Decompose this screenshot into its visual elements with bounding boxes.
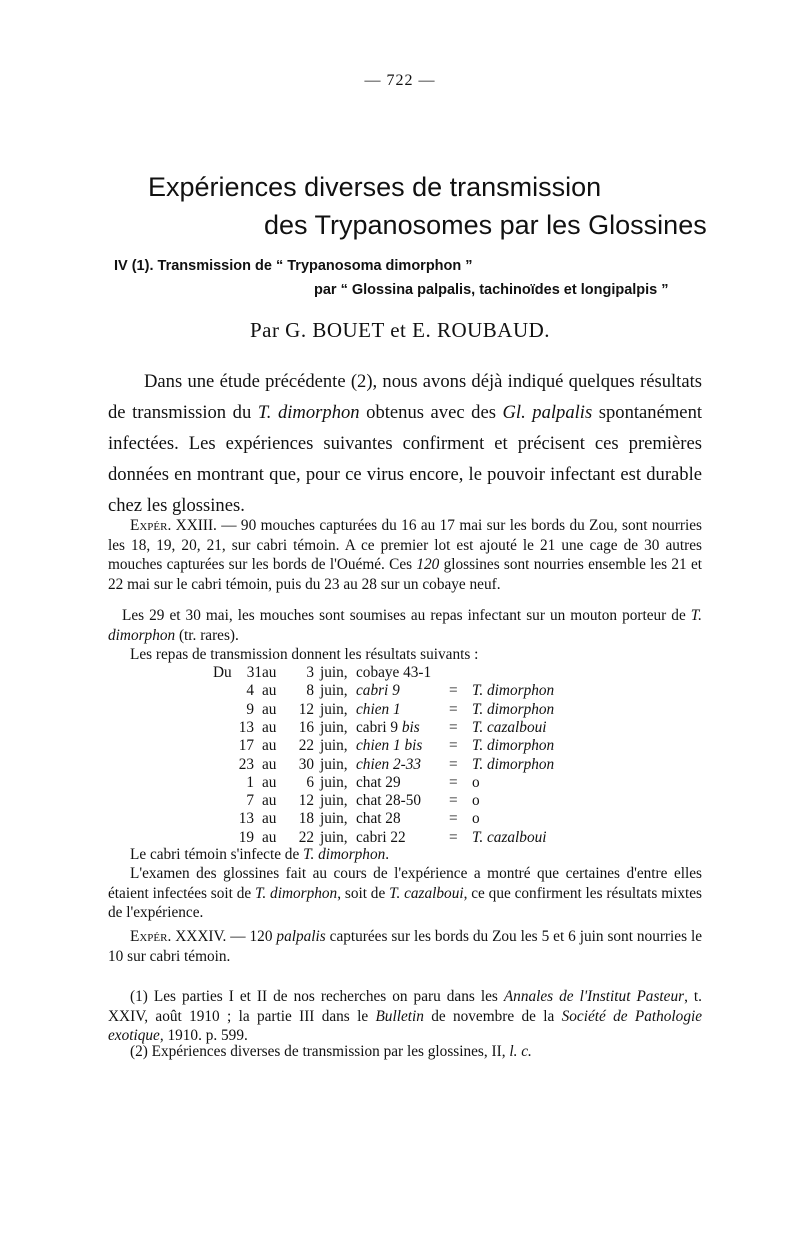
row-animal (356, 829, 406, 847)
intro-species-1: T. dimorphon (257, 402, 360, 423)
row-month: juin, (320, 810, 348, 828)
row-animal-name: cobaye 43-1 (356, 664, 432, 681)
experiment-23-paragraph (108, 516, 702, 594)
footnote-1-text-3: de novembre de la (423, 1007, 562, 1025)
row-animal-name: chat 28 (356, 810, 401, 828)
table-row (0, 756, 800, 775)
row-result: T. cazalboui (472, 828, 547, 846)
article-subtitle-line-2: par “ Glossina palpalis, tachinoïdes et longipalpis ” (314, 282, 669, 298)
infecting-meal-text-1: Les 29 et 30 mai, les mouches sont soumises au repas infectant sur un mouton porteur de (122, 607, 691, 624)
row-animal (356, 792, 421, 810)
experiment-23-label: Expér. XXIII. (130, 517, 217, 534)
experiment-34-text-2: capturées sur les bords du Zou les 5 et 6 juin sont nourries le 10 sur cabri témoin. (108, 928, 702, 965)
row-au: au (262, 718, 277, 736)
row-animal (356, 756, 421, 774)
row-equals: = (449, 810, 458, 828)
row-equals: = (449, 682, 458, 700)
row-equals: = (449, 755, 458, 773)
experiment-34-species: palpalis (276, 928, 326, 945)
row-au: au (262, 682, 277, 700)
row-result: T. dimorphon (472, 755, 555, 773)
row-month: juin, (320, 664, 348, 681)
row-equals: = (449, 773, 458, 791)
row-animal (356, 682, 400, 700)
row-to-day: 30 (298, 755, 314, 773)
experiment-23-count: 120 (416, 556, 440, 574)
row-animal (356, 774, 401, 792)
row-month: juin, (320, 737, 348, 755)
row-animal (356, 701, 401, 719)
article-subtitle-line-1: IV (1). Transmission de “ Trypanosoma dimorphon ” (114, 258, 473, 274)
row-result: T. dimorphon (472, 700, 555, 718)
infecting-meal-paragraph (108, 606, 702, 645)
row-result: T. dimorphon (472, 737, 555, 755)
control-species: T. dimorphon (303, 846, 386, 863)
row-au: au (262, 755, 277, 773)
row-result: o (472, 773, 480, 791)
row-au: au (262, 828, 277, 846)
row-au: au (262, 700, 277, 718)
row-equals: = (449, 828, 458, 846)
intro-text-1: Dans une étude précédente (2), nous avons déjà indiqué quelques résultats de transmission du (108, 371, 702, 423)
intro-paragraph (108, 366, 702, 521)
footnote-1 (108, 987, 702, 1046)
table-row (0, 810, 800, 829)
row-prefix: Du (213, 664, 232, 681)
row-au: au (262, 664, 277, 681)
row-from-day: 17 (238, 737, 254, 755)
row-animal-name: cabri 9 (356, 718, 399, 736)
row-from-day: 13 (238, 718, 254, 736)
footnote-1-journal: Annales de l'Institut Pasteur (503, 988, 685, 1005)
experiment-34-label: Expér. XXXIV. (130, 928, 227, 945)
control-text-1: Le cabri témoin s'infecte de (130, 846, 304, 863)
infecting-meal-text-2: (tr. rares). (175, 626, 239, 644)
row-to-day: 12 (298, 700, 314, 718)
row-animal (356, 719, 420, 737)
row-animal-name: cabri 22 (356, 828, 406, 846)
row-animal-name: chat 29 (356, 773, 401, 791)
row-from-day: 1 (246, 773, 254, 791)
row-au: au (262, 810, 277, 828)
row-result: o (472, 792, 480, 810)
row-au: au (262, 773, 277, 791)
row-to-day: 22 (298, 828, 314, 846)
row-animal-qualifier: bis (401, 718, 420, 736)
row-month: juin, (320, 682, 348, 700)
row-result: T. dimorphon (472, 682, 555, 700)
examination-paragraph (108, 864, 702, 923)
row-month: juin, (320, 828, 348, 846)
examination-text-2: , soit de (337, 884, 390, 902)
results-intro: Les repas de transmission donnent les résultats suivants : (130, 646, 479, 663)
footnote-1-text-2: , t. XXIV, août 1910 ; la partie III dans le (108, 988, 702, 1025)
row-to-day: 12 (298, 792, 314, 810)
intro-species-2: Gl. palpalis (502, 402, 593, 423)
footnote-2 (108, 1042, 702, 1062)
article-title-line-2: des Trypanosomes par les Glossines (264, 210, 707, 240)
table-row (0, 774, 800, 793)
row-animal (356, 664, 431, 682)
table-row (0, 792, 800, 811)
intro-text-2: obtenus avec des (359, 402, 503, 423)
examination-species-2: T. cazalboui (389, 884, 464, 902)
table-row (0, 701, 800, 720)
examination-text-1: L'examen des glossines fait au cours de l'expérience a montré que certaines d'entre elles étaient infectées soit de (108, 865, 702, 902)
row-to-day: 6 (306, 773, 314, 791)
row-result: T. cazalboui (472, 718, 547, 736)
footnote-1-text-4: , 1910. p. 599. (159, 1027, 248, 1045)
row-month: juin, (320, 792, 348, 810)
row-month: juin, (320, 718, 348, 736)
footnote-1-text-1: (1) Les parties I et II de nos recherches on paru dans les (130, 988, 504, 1005)
row-animal-name: cabri 9 (356, 682, 400, 700)
experiment-34-paragraph (108, 927, 702, 966)
table-row (0, 737, 800, 756)
footnote-1-society: Société de Pathologie exotique (108, 1007, 703, 1045)
row-au: au (262, 792, 277, 810)
control-text-2: . (385, 846, 390, 863)
row-equals: = (449, 718, 458, 736)
row-au: au (262, 737, 277, 755)
row-to-day: 18 (298, 810, 314, 828)
row-equals: = (449, 700, 458, 718)
table-row (0, 719, 800, 738)
row-to-day: 16 (298, 718, 314, 736)
row-to-day: 22 (298, 737, 314, 755)
article-title-line-1: Expériences diverses de transmission (148, 172, 602, 202)
table-row (0, 664, 800, 683)
examination-text-3: , ce que confirment les résultats mixtes de l'expérience. (108, 884, 702, 922)
row-animal-name: chien 2-33 (356, 755, 421, 773)
page-number: — 722 — (364, 72, 436, 89)
row-animal (356, 737, 422, 755)
footnote-2-text-1: (2) Expériences diverses de transmission par les glossines, II, (130, 1043, 510, 1060)
table-row (0, 682, 800, 701)
experiment-34-text-1: — 120 (226, 928, 277, 945)
row-from-day: 4 (246, 682, 254, 700)
row-from-day: 13 (238, 810, 254, 828)
row-animal-qualifier: bis (404, 737, 423, 755)
intro-text-3: spontanément infectées. Les expériences suivantes confirment et précisent ces premières données en montrant que, pour ce virus encore, le pouvoir infectant est durable chez les glossines. (108, 402, 703, 516)
row-month: juin, (320, 755, 348, 773)
row-from-day: 9 (246, 700, 254, 718)
experiment-23-text-1: — 90 mouches capturées du 16 au 17 mai sur les bords du Zou, sont nourries les 18, 19, 20, 21, sur cabri témoin. A ce premier lot est ajouté le 21 une cage de 30 autres mouches capturées sur les bords de l'Ouémé. Ces (108, 517, 702, 574)
row-from-day: 7 (246, 792, 254, 810)
row-equals: = (449, 737, 458, 755)
row-to-day: 8 (306, 682, 314, 700)
control-paragraph (108, 845, 702, 865)
examination-species-1: T. dimorphon (255, 884, 338, 902)
row-animal-name: chien 1 (356, 700, 401, 718)
experiment-23-text-2: glossines sont nourries ensemble les 21 et 22 mai sur le cabri témoin, puis du 23 au 28 sur un cobaye neuf. (108, 556, 702, 593)
row-animal (356, 810, 401, 828)
row-to-day: 3 (306, 664, 314, 681)
row-animal-name: chien 1 (356, 737, 401, 755)
footnote-1-bulletin: Bulletin (375, 1007, 424, 1025)
row-from-day: 23 (238, 755, 254, 773)
row-animal-name: chat 28-50 (356, 792, 421, 810)
infecting-meal-species: T. dimorphon (108, 607, 702, 644)
row-from-day: 31 (246, 664, 262, 681)
authors: Par G. BOUET et E. ROUBAUD. (249, 318, 551, 342)
row-result: o (472, 810, 480, 828)
row-equals: = (449, 792, 458, 810)
row-from-day: 19 (238, 828, 254, 846)
row-month: juin, (320, 700, 348, 718)
footnote-2-ref: l. c. (509, 1043, 532, 1060)
row-month: juin, (320, 773, 348, 791)
